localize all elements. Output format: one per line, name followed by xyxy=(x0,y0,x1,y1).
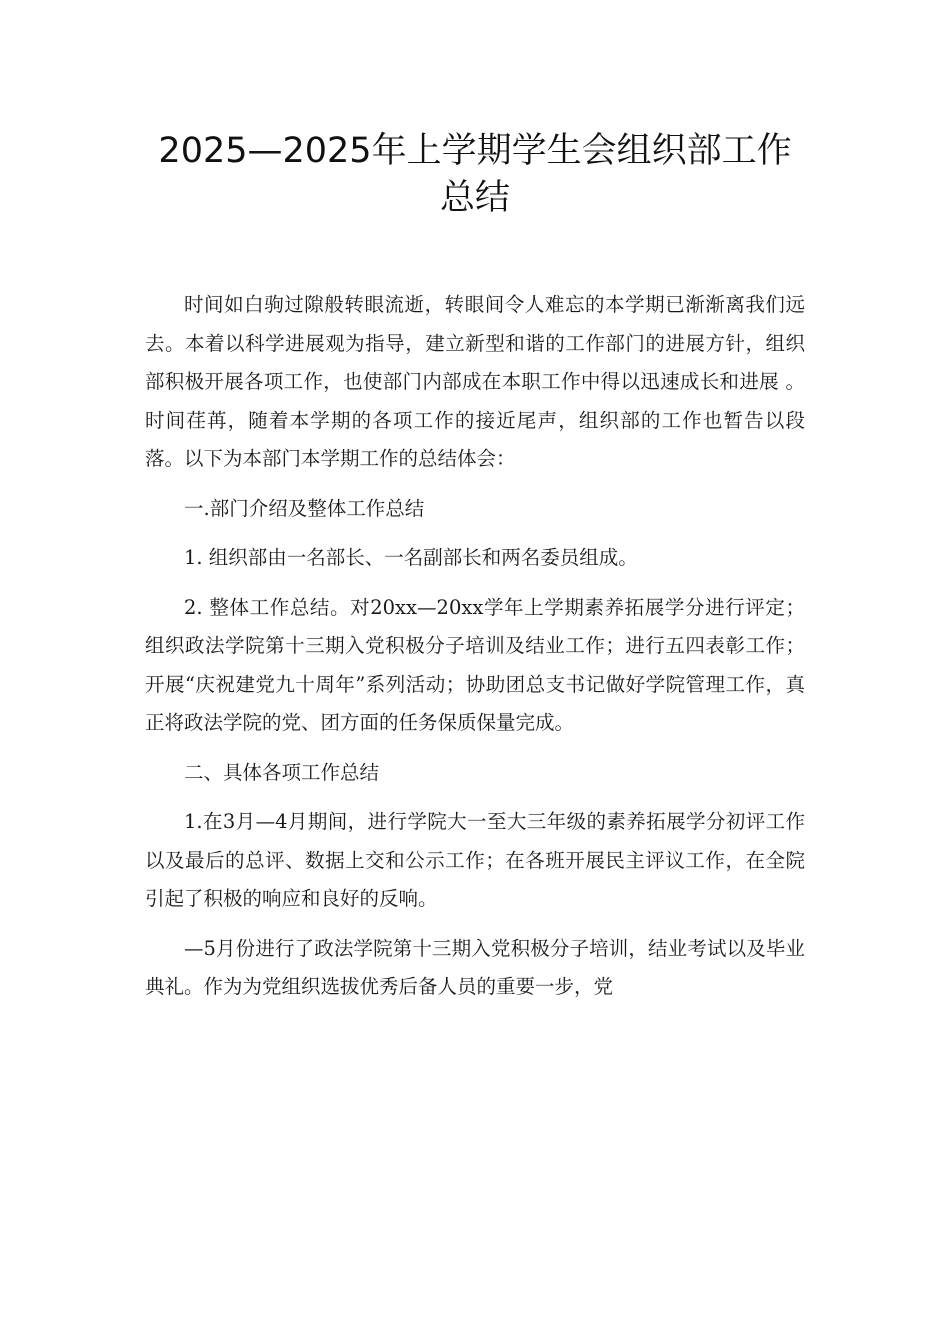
list-item-1: 1. 组织部由一名部长、一名副部长和两名委员组成。 xyxy=(184,546,638,569)
intro-paragraph: 时间如白驹过隙般转眼流逝，转眼间令人难忘的本学期已渐渐离我们远去。本着以科学进展观为指导，建立新型和谐的工作部门的进展方针，组织部积极开展各项工作，也使部门内部成在本职工作中得以迅速成长和进展 。时间荏苒，随着本学期的各项工作的接近尾声，组织部的工作也暂告以段落。以下为本部门本学期工作的总结体会： xyxy=(145,293,805,470)
title-line-1: 2025—2025年上学期学生会组织部工作 xyxy=(158,131,792,171)
section-heading-2: 二、具体各项工作总结 xyxy=(184,760,380,784)
list-item-2: 2. 整体工作总结。对20xx—20xx学年上学期素养拓展学分进行评定；组织政法学院第十三期入党积极分子培训及结业工作；进行五四表彰工作；开展“庆祝建党九十周年”系列活动；协助团总支书记做好学院管理工作，真正将政法学院的党、团方面的任务保质保量完成。 xyxy=(145,595,805,734)
detail-paragraph-2: —5月份进行了政法学院第十三期入党积极分子培训，结业考试以及毕业典礼。作为为党组织选拔优秀后备人员的重要一步，党 xyxy=(145,936,805,998)
document-body xyxy=(145,286,805,1018)
document-title xyxy=(100,128,850,222)
section-heading-1: 一.部门介绍及整体工作总结 xyxy=(184,496,425,520)
detail-paragraph-1: 1.在3月—4月期间，进行学院大一至大三年级的素养拓展学分初评工作以及最后的总评、数据上交和公示工作；在各班开展民主评议工作，在全院引起了积极的响应和良好的反响。 xyxy=(145,810,805,910)
title-line-2: 总结 xyxy=(439,178,510,218)
